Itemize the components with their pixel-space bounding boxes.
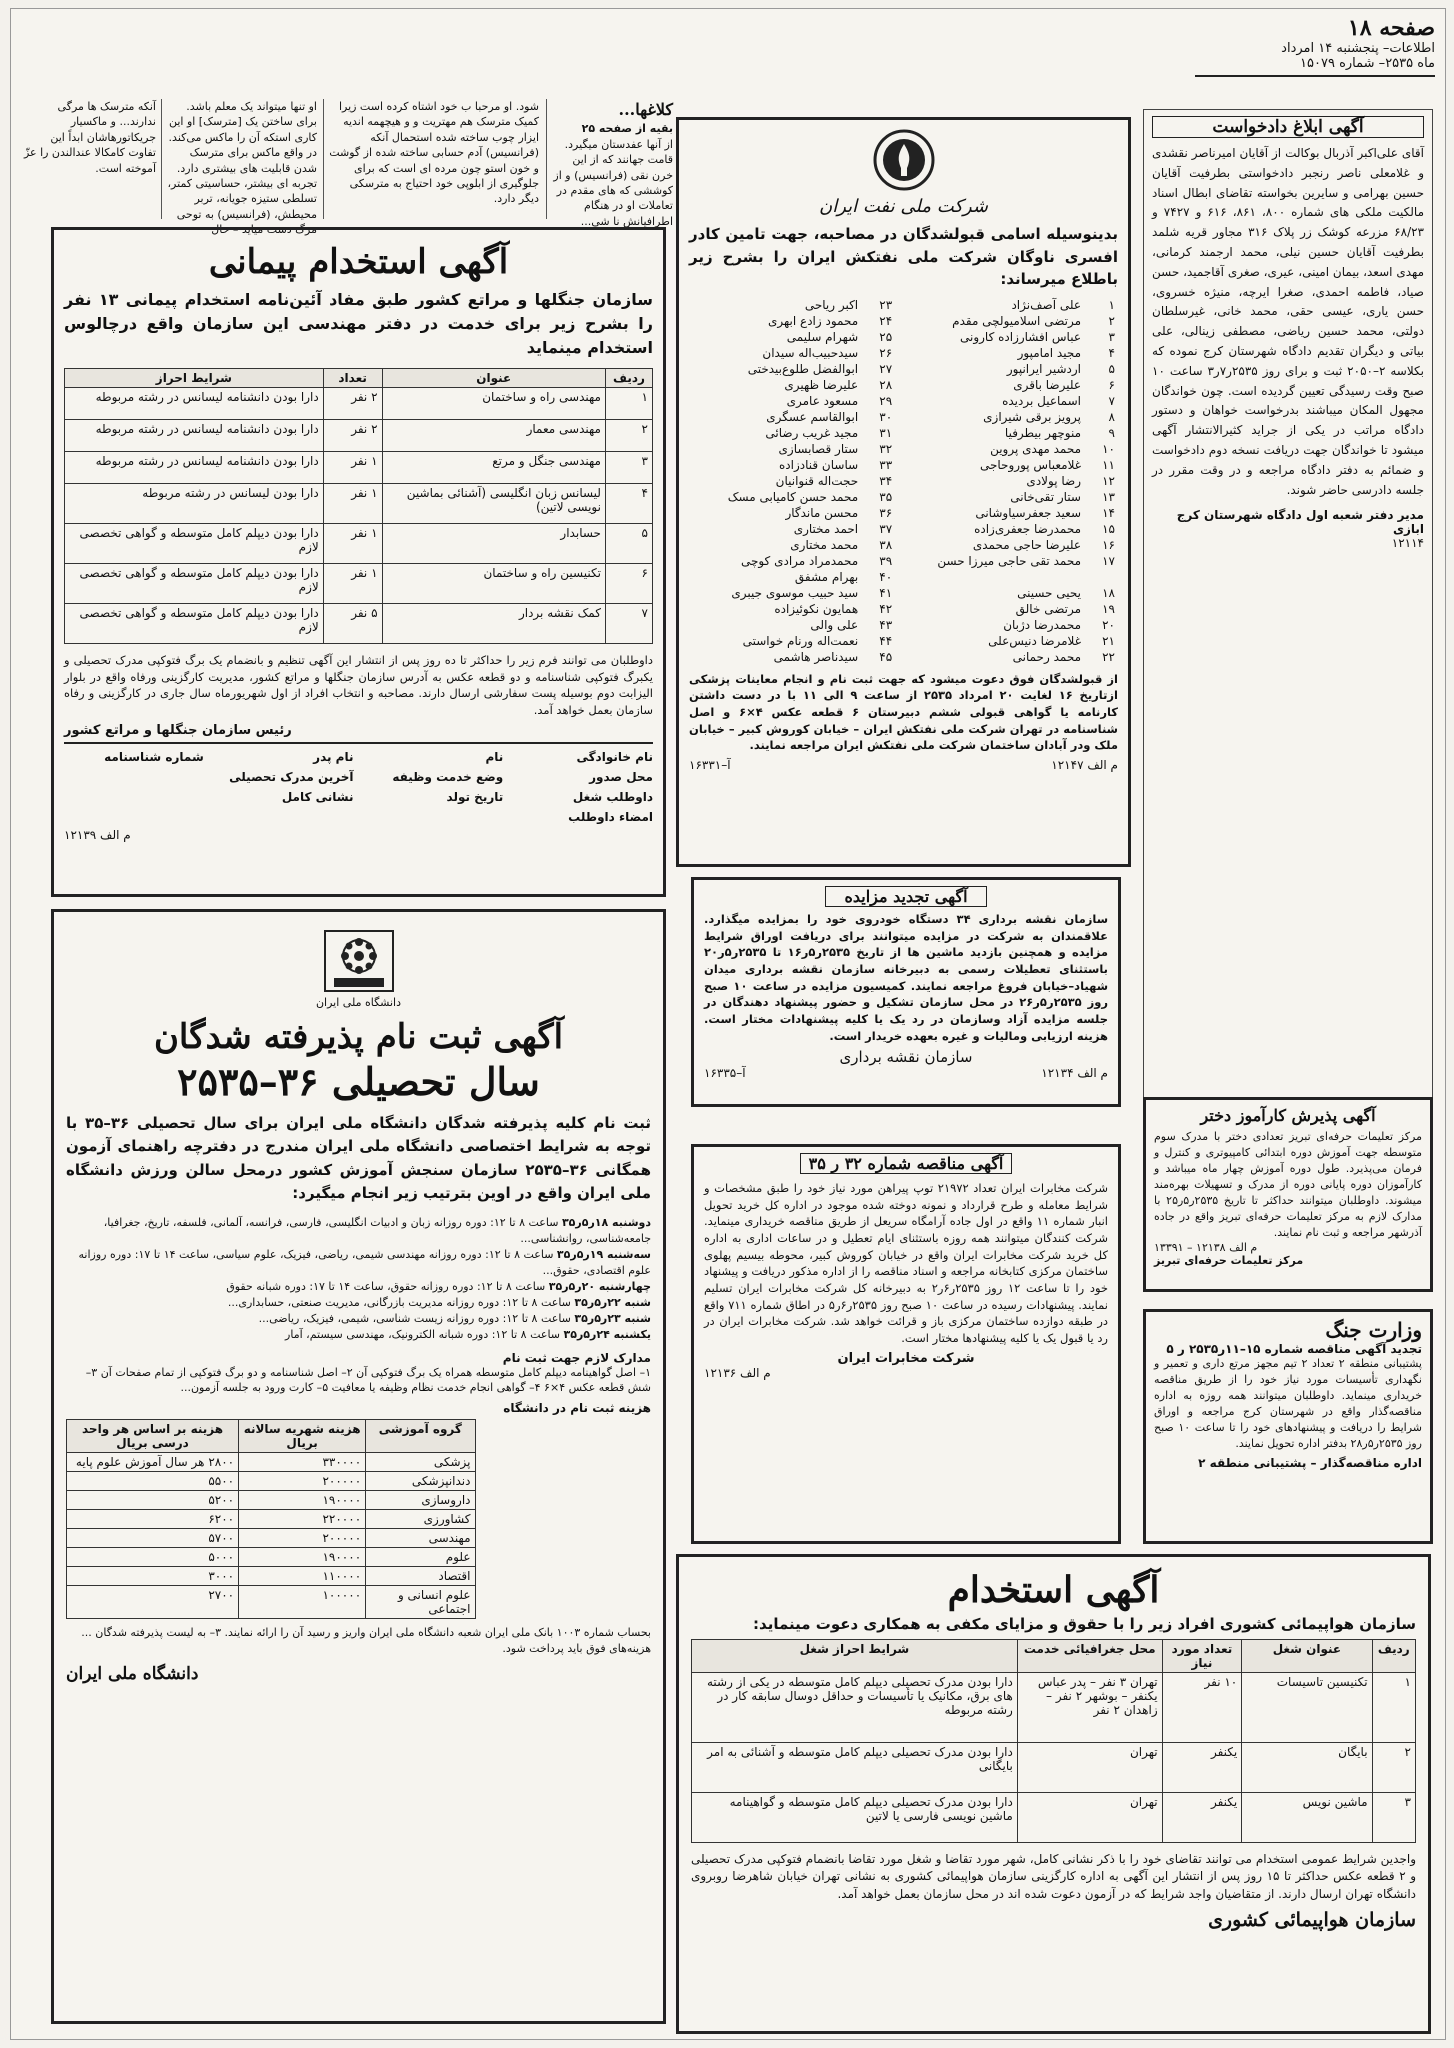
peymani-table-header <box>65 369 653 388</box>
karamouz-title: آگهی پذیرش کارآموز دختر <box>1200 1106 1376 1125</box>
mozayede-sign: سازمان نقشه برداری <box>839 1048 973 1067</box>
name-entry: سیدناصر هاشمی <box>773 649 859 664</box>
form-field-label: شماره شناسنامه <box>104 749 204 764</box>
jang-body: پشتیبانی منطقه ۲ تعداد ۲ تیم مجهز مرتع داری و تعمیر و نگهداری تأسیسات مورد نیاز خود را از طریق مناقصه خریداری مینماید. داوطلبان میتوانند همه روزه به اداره مناقصه‌گذار واقع در شهرستان کرج مراجعه و اوراق شرایط را دریافت و پیشنهادهای خود را تا ساعت ۱۰ صبح روز ۲۵۳۵ر۵ر۲۸ بدفتر اداره تحویل نمایند. <box>1154 1357 1422 1450</box>
col-header: گروه آموزشی <box>366 1420 475 1453</box>
nioc-logo <box>689 128 1118 217</box>
name-entry: همایون نکوئیزاده <box>774 601 859 616</box>
table-row <box>65 564 653 604</box>
table-row <box>65 388 653 420</box>
list-item <box>689 601 1118 617</box>
peymani-table <box>64 368 653 644</box>
eblagh-title: آگهی ابلاغ دادخواست <box>1152 116 1424 138</box>
university-intro: ثبت نام کلیه پذیرفته شدگان دانشگاه ملی ایران برای سال تحصیلی ۳۶–۳۵ با توجه به شرایط اختصاصی دانشگاه ملی ایران مندرج در دفترچه راهنمای آزمون همگانی ۳۶–۲۵۳۵ سازمان سنجش آموزش کشور درمحل سالن ورزش دانشگاه ملی ایران واقع در اوین بترتیب زیر انجام میگیرد: <box>66 1114 652 1202</box>
name-number: ۴۵ <box>879 649 893 664</box>
name-number: ۴۱ <box>879 585 893 600</box>
name-entry: محمود زادع ابهری <box>768 313 859 328</box>
row-count: ۱ نفر <box>323 564 382 604</box>
university-docs-title: مدارک لازم جهت ثبت نام <box>502 1350 651 1365</box>
row-requirement: دارا بودن دیپلم کامل متوسطه و گواهی تخصصی لازم <box>65 524 324 564</box>
page-header <box>1175 15 1435 95</box>
fee-table-header <box>67 1420 476 1453</box>
university-docs: ۱– اصل گواهینامه دیپلم کامل متوسطه همراه یک برگ فتوکپی آن ۲– اصل شناسنامه و دو برگ فتوکپی از تمام صفحات آن ۳– شش قطعه عکس ۴×۶ ۴– گواهی انجام خدمت نظام وظیفه یا معافیت ۵– کارت ورود به جلسه آزمون... <box>85 1365 651 1394</box>
karamouz-body: مرکز تعلیمات حرفه‌ای تبریز تعدادی دختر با مدرک سوم متوسطه جهت آموزش دوره ابتدائی کامپیوتری و کنترل و فرمان می‌پذیرد. طول دوره آموزش چهار ماه میباشد و کارآموزان دوره پایانی دوره از مدرک و تسهیلات بهره‌مند میشوند. داوطلبان میتوانند حداکثر تا تاریخ ۲۵۳۵ر۵ر۲۵ با مدارک لازم به مرکز تعلیمات حرفه‌ای تبریز واقع در جاده آذرشهر مراجعه و ثبت نام نمایند. <box>1154 1130 1422 1239</box>
list-item <box>689 617 1118 633</box>
name-entry: ابوالقاسم عسگری <box>766 409 859 424</box>
name-entry: علیرضا حاجی محمدی <box>972 537 1081 552</box>
newspaper-page <box>10 8 1446 2040</box>
row-number: ۳ <box>605 452 652 484</box>
jang-sign: اداره مناقصه‌گذار – پشتیبانی منطقه ۲ <box>1198 1455 1422 1470</box>
table-row: علوم انسانی و اجتماعی ۱۰۰۰۰۰ ۲۷۰۰ <box>67 1586 476 1619</box>
list-item <box>689 457 1118 473</box>
name-entry: اردشیر ایرانپور <box>1006 361 1081 376</box>
name-entry: یحیی حسینی <box>1017 585 1081 600</box>
table-row: ۱ تکنیسین تاسیسات ۱۰ نفر تهران ۳ نفر – پدر عباس یکنفر – بوشهر ۲ نفر – زاهدان ۲ نفر دارا بودن مدرک تحصیلی دیپلم کامل متوسطه در یکی از رشته های برق، مکانیک یا تأسیسات و حداقل دوسال سابقه کار در رشته مربوطه <box>692 1673 1416 1743</box>
name-entry: ابوالفضل طلوع‌بیدختی <box>747 361 859 376</box>
row-title: لیسانس زبان انگلیسی (آشنائی بماشین نویسی لاتین) <box>382 484 605 524</box>
kalaghha-body: از آنها عفدستان میگیرد. قامت جهانند که از این خرن نقی (فرانسیس) و از کوششی که های مقدم در تعاملات او در هنگام اطرافیانش نا شی... <box>553 137 673 228</box>
name-entry: مجید غریب رضائی <box>765 425 859 440</box>
row-title: مهندسی جنگل و مرتع <box>382 452 605 484</box>
monagheseh-sign: شرکت مخابرات ایران <box>837 1350 975 1366</box>
name-number: ۲۲ <box>1102 649 1115 664</box>
eblagh-sign: مدیر دفتر شعبه اول دادگاه شهرستان کرج ابازی <box>1176 508 1424 537</box>
list-item <box>689 521 1118 537</box>
name-number: ۴۳ <box>879 617 893 632</box>
row-requirement: دارا بودن دیپلم کامل متوسطه و گواهی تخصصی لازم <box>65 564 324 604</box>
name-number: ۳۲ <box>879 441 893 456</box>
list-item <box>689 553 1118 569</box>
name-number: ۳۹ <box>879 553 893 568</box>
havapeymaei-table-header <box>692 1640 1416 1673</box>
header-date: اطلاعات– پنجشنبه ۱۴ امرداد <box>1281 41 1435 56</box>
col-header: عنوان شغل <box>1242 1640 1372 1673</box>
mozayede-refs <box>704 1066 1108 1080</box>
col-header: محل جغرافیائی خدمت <box>1017 1640 1162 1673</box>
name-entry: محمدمراد مرادی کوچی <box>740 553 859 568</box>
name-number: ۳۷ <box>879 521 893 536</box>
eblagh-body: آقای علی‌اکبر آذربال بوکالت از آقایان امیرناصر نقشدی و غلامعلی ناصر رنجبر دادخواستی بطرفیت آقایان حسین بهرامی و سایرین بخواسته تقاضای ابطال اسناد مالکیت ملکی های شماره ۸۰۰، ۸۶۱، ۶۱۶ و ۷۴۲۷ و ۶۸/۲۳ مزرعه کوشک زر پلاک ۳۱۶ مجاور قریه شلمد بطرفیت آقایان حسین نیلی، محمد ارجمند کرمانی، مهدی اسعد، بیمان امینی، عیری، صغری آقاجمید، حسن صیاد، فاطمه احمدی، صغرا ایرچه، منیژه خسروی، حسن یاری، عیسی حقی، محمد خانی، غیرسلطان دولتی، محمد حسین ریاضی، مصطفی زینالی، علی بیاتی و دیگران تقدیم دادگاه شهرستان کرج نموده که بکلاسه ۲–۲۰۵۰ ثبت و برای روز ۲۵۳۵ر۷ر۳ ساعت ۱۰ صبح وقت رسیدگی تعیین گردیده است. چون خواندگان مجهول المکان میباشند بدرخواست خواهان و دستور دادگاه مراتب در یکی از جراید کثیرالانتشار آگهی میشود تا خواندگان جهت دریافت نسخه دوم دادخواست و ضمائم به دفتر دادگاه مراجعه و در وقت مقرر در جلسه دادرسی حاضر شوند. <box>1152 146 1425 497</box>
col-header: شرایط احراز شغل <box>692 1640 1018 1673</box>
name-number: ۶ <box>1108 377 1115 392</box>
name-number: ۲۰ <box>1102 617 1115 632</box>
name-number: ۴ <box>1108 345 1115 360</box>
nioc-emblem-icon <box>872 128 936 192</box>
jang-sub: تجدید آگهی مناقصه شماره ۱۵–۱۱ر۲۵۳۵ ر ۵ <box>1166 1342 1422 1356</box>
name-number: ۲۶ <box>879 345 893 360</box>
col-header: هزینه شهریه سالانه بریال <box>239 1420 366 1453</box>
form-field-label: تاریخ تولد <box>446 789 504 804</box>
kalaghha-sub: بقیه از صفحه ۲۵ <box>581 122 673 136</box>
name-number: ۱۴ <box>1102 505 1115 520</box>
name-entry: پرویز برقی شیرازی <box>983 409 1081 424</box>
havapeymaei-sign: سازمان هواپیمائی کشوری <box>1208 1909 1416 1932</box>
eblagh-ref: ۱۲۱۱۴ <box>1391 536 1424 551</box>
name-entry: محمد تقی حاجی میرزا حسن <box>937 553 1081 568</box>
nioc-refs <box>689 758 1118 772</box>
row-number: ۵ <box>605 524 652 564</box>
name-entry: نعمت‌اله ورنام خواستی <box>742 633 859 648</box>
name-entry: علی والی <box>810 617 859 632</box>
peymani-note: داوطلبان می توانند فرم زیر را حداکثر تا ده روز پس از انتشار این آگهی تنظیم و بانضمام یک برگ فتوکپی مدرک تحصیلی و یکبرگ فتوکپی شناسنامه و دو قطعه عکس به آدرس سازمان جنگلها و مراتع کشور، مدیریت کارگزینی ورفاه واقع در بلوار الیزابت دوم بوسیله پست سفارشی ارسال دارند. مصاحبه و انتخاب افراد از اول شهریورماه سال جاری در کارگزینی و رفاه سازمان بعمل خواهد آمد. <box>64 653 653 718</box>
havapeymaei-outro: واجدین شرایط عمومی استخدام می توانند تقاضای خود را با ذکر نشانی کامل، شهر مورد تقاضا و شغل مورد تقاضا بانضمام فتوکپی مدرک تحصیلی و ۲ قطعه عکس حداکثر تا ۱۵ روز پس از انتشار این آگهی به اداره کارگزینی سازمان هواپیمائی کشوری به نشانی تهران خیابان شاهرضا روبروی دانشگاه تهران ارسال دارند. از متقاضیان واجد شرایط که در آزمون دعوت شده اند در محل سازمان بعمل خواهد آمد. <box>691 1852 1416 1901</box>
peymani-sign: رئیس سازمان جنگلها و مراتع کشور <box>64 722 292 738</box>
article-col-c: شود. او مرحبا ب خود اشتاه کرده است زیرا کمیک مترسک هم مهتریت و و هیچهمه اندیه ایزار چوب ساخته شده استحمال آنکه (فرانسیس) آدم حسابی ساخته شده از گوشت و خون استو چون مرده ای است که برای جلوگیری از ابلوپی خود احتیاج به مترسکی دیگر دارد. <box>329 100 539 206</box>
name-number: ۱۱ <box>1102 457 1115 472</box>
peymani-form <box>64 750 653 824</box>
list-item <box>689 537 1118 553</box>
row-title: تکنیسین راه و ساختمان <box>382 564 605 604</box>
name-number: ۱۶ <box>1102 537 1115 552</box>
table-row: داروسازی ۱۹۰۰۰۰ ۵۲۰۰ <box>67 1491 476 1510</box>
form-field-label: نام پدر <box>313 749 354 764</box>
name-number: ۱۲ <box>1102 473 1115 488</box>
name-entry <box>895 569 1084 585</box>
mozayede-ref2: آ–۱۶۳۳۵ <box>704 1066 746 1081</box>
header-rule <box>1195 75 1435 77</box>
list-item <box>689 585 1118 601</box>
list-item <box>689 649 1118 665</box>
table-row <box>65 420 653 452</box>
name-entry: رضا پولادی <box>1026 473 1081 488</box>
monagheseh-body: شرکت مخابرات ایران تعداد ۲۱۹۷۲ توپ پیراهن مورد نیاز خود را طبق مشخصات و شرایط معامله و طرح قرارداد و نمونه دوخته شده موجود در اداره کل خرید تحویل انبار شماره ۱۱ واقع در اول جاده آرامگاه سریعل از طریق مناقصه خریداری مینماید. شرکت کنندگان میتوانند همه روزه باستثنای ایام تعطیل و در ساعات اداری به اداره کل خرید شرکت مخابرات ایران واقع در خیابان کوروش کبیر، محوطه بیسیم پهلوی ساختمان مرکزی کتابخانه مراجعه و اسناد مناقصه را از اداره مذکور دریافت و پیشنهاد خود را تا ساعت ۱۲ روز ۲۵۳۵ر۶ر۲ به دبیرخانه کل شرکت مخابرات ایران تسلیم نمایند. پیشنهادات رسیده در ساعت ۱۰ صبح روز ۲۵۳۵ر۶ر۵ در اطاق شماره ۷۱۱ واقع در طبقه دوازده ساختمان مرکزی باز و قرائت خواهد شد. شرکت مخابرات ایران در رد یا قبول یک یا کلیه پیشنهادها مختار است. <box>704 1181 1108 1346</box>
list-item: شنبه ۲۲ر۵ر۳۵ ساعت ۸ تا ۱۲: دوره روزانه مدیریت بازرگانی، مدیریت صنعتی، حسابداری... <box>227 1295 651 1309</box>
nioc-outro: از قبولشدگان فوق دعوت میشود که جهت ثبت نام و انجام معاینات پزشکی ازتاریخ ۱۶ لغایت ۲۰ امرداد ۲۵۳۵ از ساعت ۹ الی ۱۱ با در دست داشتن کارنامه یا گواهی قبولی ششم دبیرستان ۶ قطعه عکس ۴×۶ و اصل شناسنامه در تهران شرکت ملی نفتکش ایران – خیابان کوروش کبیر – خیابان ملک ودر آبادان ساختمان شرکت ملی نفتکش ایران مراجعه نمایند. <box>689 671 1118 753</box>
ad-havapeymaei <box>676 1554 1431 2034</box>
university-footnote: بحساب شماره ۱۰۰۳ بانک ملی ایران شعبه دانشگاه ملی ایران واریز و رسید آن را ارائه نمایند. ۳– به لیست پذیرفته شدگان ... هزینه‌های فوق باید پرداخت شود. <box>81 1626 651 1655</box>
table-row: ۳ ماشین نویس یکنفر تهران دارا بودن مدرک تحصیلی دیپلم کامل متوسطه و گواهینامه ماشین نویسی فارسی یا لاتین <box>692 1793 1416 1843</box>
col-header: ردیف <box>605 369 652 388</box>
list-item <box>689 505 1118 521</box>
form-field-label: آخرین مدرک تحصیلی <box>229 769 354 784</box>
table-row <box>65 524 653 564</box>
name-entry: محمد مهدی پروین <box>990 441 1081 456</box>
list-item <box>689 633 1118 649</box>
university-logo-caption: دانشگاه ملی ایران <box>315 996 402 1009</box>
name-number: ۱۳ <box>1102 489 1115 504</box>
mozayede-title: آگهی تجدید مزایده <box>825 886 987 907</box>
name-entry: محسن ماندگار <box>785 505 859 520</box>
university-schedule <box>66 1215 651 1343</box>
table-row: دندانپزشکی ۲۰۰۰۰۰ ۵۵۰۰ <box>67 1472 476 1491</box>
name-entry: منوچهر بیطرفیا <box>1004 425 1081 440</box>
ad-university <box>51 909 666 2024</box>
karamouz-sign: مرکز تعلیمات حرفه‌ای تبریز <box>1154 1253 1304 1267</box>
kalaghha-title: کلاغها... <box>618 100 673 119</box>
name-number: ۳ <box>1108 329 1115 344</box>
list-item <box>689 313 1118 329</box>
header-issue: ماه ۲۵۳۵– شماره ۱۵۰۷۹ <box>1300 56 1435 71</box>
row-number: ۴ <box>605 484 652 524</box>
karamouz-ref: م الف ۱۲۱۳۸ – ۱۳۳۹۱ <box>1154 1240 1258 1254</box>
ad-monagheseh <box>691 1144 1121 1544</box>
name-number: ۴۰ <box>879 569 893 584</box>
ad-mozayede <box>691 877 1121 1107</box>
list-item <box>689 393 1118 409</box>
row-count: ۱ نفر <box>323 452 382 484</box>
table-row: کشاورزی ۲۲۰۰۰۰ ۶۲۰۰ <box>67 1510 476 1529</box>
list-item: سه‌شنبه ۱۹ر۵ر۳۵ ساعت ۸ تا ۱۲: دوره روزانه مهندسی شیمی، ریاضی، فیزیک، علوم سیاسی، ساعت ۱۴ تا ۱۷: دوره روزانه علوم اقتصادی، حقوق... <box>78 1247 651 1277</box>
name-number: ۱۸ <box>1102 585 1115 600</box>
form-field-label: داوطلب شغل <box>572 789 653 804</box>
name-entry: سید حبیب موسوی جیبری <box>731 585 859 600</box>
ad-jang <box>1143 1309 1433 1544</box>
ad-karamouz <box>1143 1097 1433 1292</box>
jang-title: وزارت جنگ <box>1325 1318 1422 1342</box>
ad-nioc <box>676 117 1131 867</box>
list-item <box>689 473 1118 489</box>
peymani-intro: سازمان جنگلها و مراتع کشور طبق مفاد آئین‌نامه استخدام پیمانی ۱۳ نفر را بشرح زیر برای خدمت در دفتر مهندسی این سازمان واقع درچالوس استخدام مینماید <box>64 290 653 357</box>
form-field-label: نشانی کامل <box>281 789 354 804</box>
name-number: ۷ <box>1108 393 1115 408</box>
university-sign: دانشگاه ملی ایران <box>66 1664 199 1685</box>
name-entry: مرتضی خالق <box>1015 601 1081 616</box>
list-item <box>689 361 1118 377</box>
col-header: هزینه بر اساس هر واحد درسی بریال <box>67 1420 239 1453</box>
list-item <box>689 569 1118 585</box>
list-item: شنبه ۲۳ر۵ر۳۵ ساعت ۸ تا ۱۲: دوره روزانه زیست شناسی، شیمی، فیزیک، ریاضی... <box>258 1311 651 1325</box>
nioc-name-list <box>689 297 1118 665</box>
name-entry: محمدرضا دژبان <box>1003 617 1081 632</box>
list-item <box>689 329 1118 345</box>
table-row <box>65 484 653 524</box>
name-number: ۵ <box>1108 361 1115 376</box>
name-number <box>1084 569 1118 585</box>
name-entry: علیرضا ظهیری <box>784 377 859 392</box>
table-row: مهندسی ۲۰۰۰۰۰ ۵۷۰۰ <box>67 1529 476 1548</box>
name-entry: ستار قصابسازی <box>778 441 859 456</box>
nioc-ref2: آ–۱۶۳۳۱ <box>689 757 731 772</box>
name-entry: علیرضا باقری <box>1013 377 1081 392</box>
monagheseh-ref: م الف ۱۲۱۳۶ <box>704 1365 771 1380</box>
col-header: تعداد <box>323 369 382 388</box>
name-entry: بهرام مشفق <box>794 569 859 584</box>
row-number: ۲ <box>605 420 652 452</box>
name-number: ۲ <box>1108 313 1115 328</box>
name-entry: مرتضی اسلامیولچی مقدم <box>952 313 1081 328</box>
row-number: ۱ <box>605 388 652 420</box>
row-count: ۲ نفر <box>323 388 382 420</box>
name-number: ۳۶ <box>879 505 893 520</box>
university-fee-title: هزینه ثبت نام در دانشگاه <box>503 1401 651 1416</box>
name-number: ۳۳ <box>879 457 893 472</box>
peymani-ref: م الف ۱۲۱۳۹ <box>64 827 131 842</box>
list-item <box>689 489 1118 505</box>
form-field-label: نام <box>485 749 504 764</box>
list-item: یکشنبه ۲۴ر۵ر۳۵ ساعت ۸ تا ۱۲: دوره شبانه الکترونیک، مهندسی سیستم، آمار <box>285 1327 651 1341</box>
col-header: ردیف <box>1372 1640 1415 1673</box>
havapeymaei-table <box>691 1639 1416 1843</box>
row-number: ۶ <box>605 564 652 604</box>
name-number: ۲۱ <box>1102 633 1115 648</box>
name-entry: محمد حسن کامیابی مسک <box>727 489 859 504</box>
row-title: کمک نقشه بردار <box>382 604 605 644</box>
list-item <box>689 297 1118 313</box>
name-number: ۴۲ <box>879 601 893 616</box>
article-col-b: او تنها میتواند یک معلم باشد. برای ساختن یک [مترسک] او این کاری استکه آن را ماکس می‌کند. در واقع ماکس برای مترسک شدن قابلیت های بیشتری دارد. تجربه ای بیشتر، حساسیتی کمتر، تسلطی ستیزه جویانه، تربر محیطش، (فرانسیس) به توحی مرگ دست میاید – حال <box>167 100 317 237</box>
name-number: ۳۸ <box>879 537 893 552</box>
name-entry: سعید جعفرسیاوشانی <box>975 505 1081 520</box>
name-number: ۱۹ <box>1102 601 1115 616</box>
university-fee-table <box>66 1419 476 1619</box>
list-item: دوشنبه ۱۸ر۵ر۳۵ ساعت ۸ تا ۱۲: دوره روزانه زبان و ادبیات انگلیسی، فارسی، فرانسه، آلمانی، فلسفه، تاریخ، جغرافیا، جامعه‌شناسی، روانشناسی... <box>103 1216 651 1245</box>
row-title: مهندسی معمار <box>382 420 605 452</box>
table-row <box>65 604 653 644</box>
name-number: ۹ <box>1108 425 1115 440</box>
peymani-title: آگهی استخدام پیمانی <box>208 242 509 282</box>
name-entry: اکبر ریاحی <box>804 297 859 312</box>
havapeymaei-title: آگهی استخدام <box>947 1569 1160 1611</box>
list-item <box>689 441 1118 457</box>
ad-eblagh <box>1143 109 1433 1099</box>
name-number: ۲۴ <box>879 313 893 328</box>
name-number: ۲۹ <box>879 393 893 408</box>
row-count: ۱ نفر <box>323 484 382 524</box>
name-number: ۱۵ <box>1102 521 1115 536</box>
table-row: پزشکی ۳۳۰۰۰۰ ۲۸۰۰ هر سال آموزش علوم پایه <box>67 1453 476 1472</box>
nioc-ref: م الف ۱۲۱۴۷ <box>1051 757 1118 772</box>
row-title: مهندسی راه و ساختمان <box>382 388 605 420</box>
name-number: ۱۰ <box>1102 441 1115 456</box>
name-number: ۳۱ <box>879 425 893 440</box>
row-count: ۱ نفر <box>323 524 382 564</box>
name-entry: مجید امامپور <box>1017 345 1081 360</box>
name-number: ۳۵ <box>879 489 893 504</box>
form-field-label: وضع خدمت وظیفه <box>392 769 504 784</box>
name-entry: حجت‌اله قنوانیان <box>775 473 859 488</box>
col-header: شرایط احراز <box>65 369 324 388</box>
name-entry: غلامرضا دنیس‌علی <box>988 633 1081 648</box>
article-col-a: آنکه مترسک ها مرگی ندارند... و ماکسیار جریکاتورهاشان ابداً این تفاوت کامکالا عندالندن را عزّ آموخته است. <box>23 100 156 175</box>
name-entry: غلامعباس پوروحاجی <box>979 457 1081 472</box>
ad-peymani <box>51 227 666 897</box>
university-year: سال تحصیلی ۳۶–۲۵۳۵ <box>177 1059 540 1104</box>
form-rule <box>64 742 653 744</box>
name-entry: شهرام سلیمی <box>786 329 859 344</box>
name-number: ۲۷ <box>879 361 893 376</box>
monagheseh-title: آگهی مناقصه شماره ۳۲ ر ۳۵ <box>800 1153 1012 1174</box>
name-entry: احمد مختاری <box>793 521 859 536</box>
row-requirement: دارا بودن دیپلم کامل متوسطه و گواهی تخصصی لازم <box>65 604 324 644</box>
name-entry: مسعود عامری <box>786 393 859 408</box>
nioc-intro: بدینوسیله اسامی قبولشدگان در مصاحبه، جهت تامین کادر افسری ناوگان شرکت ملی نفتکش ایران را بشرح زیر باطلاع میرساند: <box>689 225 1118 288</box>
list-item <box>689 345 1118 361</box>
list-item <box>689 425 1118 441</box>
form-field-label: محل صدور <box>589 769 653 784</box>
table-row <box>65 452 653 484</box>
name-entry: سیدحبیب‌اله سیدان <box>762 345 859 360</box>
table-row: ۲ بایگان یکنفر تهران دارا بودن مدرک تحصیلی دیپلم کامل متوسطه و آشنائی به امر بایگانی <box>692 1743 1416 1793</box>
havapeymaei-intro: سازمان هواپیمائی کشوری افراد زیر را با حقوق و مزایای مکفی به همکاری دعوت مینماید: <box>753 1615 1416 1633</box>
row-requirement: دارا بودن دانشنامه لیسانس در رشته مربوطه <box>65 388 324 420</box>
row-requirement: دارا بودن لیسانس در رشته مربوطه <box>65 484 324 524</box>
mozayede-ref: م الف ۱۲۱۳۴ <box>1041 1066 1108 1081</box>
list-item <box>689 409 1118 425</box>
name-entry: محمدرضا جعفری‌زاده <box>974 521 1081 536</box>
name-number: ۳۰ <box>879 409 893 424</box>
row-title: حسابدار <box>382 524 605 564</box>
name-entry: محمد مختاری <box>790 537 859 552</box>
list-item: چهارشنبه ۲۰ر۵ر۳۵ ساعت ۸ تا ۱۲: دوره روزانه حقوق، ساعت ۱۴ تا ۱۷: دوره شبانه حقوق <box>226 1279 651 1293</box>
name-number: ۱ <box>1108 297 1115 312</box>
name-entry: عباس افشارزاده کارونی <box>959 329 1081 344</box>
form-field-label: نام خانوادگی <box>576 749 653 764</box>
form-field-label: امضاء داوطلب <box>568 809 653 824</box>
university-emblem-icon <box>324 930 394 992</box>
list-item <box>689 377 1118 393</box>
university-logo <box>66 930 651 1009</box>
name-entry: محمد رحمانی <box>1012 649 1081 664</box>
col-header: تعداد مورد نیاز <box>1162 1640 1242 1673</box>
row-count: ۵ نفر <box>323 604 382 644</box>
name-number: ۳۴ <box>879 473 893 488</box>
col-header: عنوان <box>382 369 605 388</box>
row-count: ۲ نفر <box>323 420 382 452</box>
name-number: ۸ <box>1108 409 1115 424</box>
name-number: ۲۸ <box>879 377 893 392</box>
nioc-logo-caption: شرکت ملی نفت ایران <box>819 196 988 217</box>
name-entry: اسماعیل بردیده <box>1002 393 1081 408</box>
mozayede-body: سازمان نقشه برداری ۳۴ دستگاه خودروی خود را بمزایده میگذارد. علاقمندان به شرکت در مزایده میتوانند برای دریافت اوراق شرایط مزایده و همچنین بازدید ماشین ها از تاریخ ۲۵۳۵ر۵ر۱۶ تا ۲۵۳۵ر۵ر۲۰ باستثنای تعطیلات رسمی به دبیرخانه سازمان نقشه برداری میدان شهیاد–خیابان فروغ مراجعه نمایند. کمیسیون مزایده در ساعت ۱۰ صبح روز ۲۵۳۵ر۵ر۲۶ در محل سازمان تشکیل و حضور پیشنهاد دهندگان در جلسه مزایده آزاد وسازمان در رد یک یا کلیه پیشنهادات مختار است. هزینه ارزیابی ومالیات و غیره بعهده خریدار است. <box>704 912 1108 1043</box>
row-number: ۷ <box>605 604 652 644</box>
name-number: ۲۵ <box>879 329 893 344</box>
name-number: ۲۳ <box>879 297 893 312</box>
name-number: ۱۷ <box>1102 553 1115 568</box>
name-entry: علی آصف‌نژاد <box>1011 297 1081 312</box>
row-requirement: دارا بودن دانشنامه لیسانس در رشته مربوطه <box>65 452 324 484</box>
name-entry: ساسان قنادزاده <box>778 457 859 472</box>
page-number: صفحه ۱۸ <box>1347 15 1435 41</box>
name-number: ۴۴ <box>879 633 893 648</box>
row-requirement: دارا بودن دانشنامه لیسانس در رشته مربوطه <box>65 420 324 452</box>
university-title: آگهی ثبت نام پذیرفته شدگان <box>153 1017 564 1057</box>
table-row: علوم ۱۹۰۰۰۰ ۵۰۰۰ <box>67 1548 476 1567</box>
table-row: اقتصاد ۱۱۰۰۰۰ ۳۰۰۰ <box>67 1567 476 1586</box>
name-entry: ستار تقی‌خانی <box>1010 489 1081 504</box>
kalaghha-article <box>553 99 673 228</box>
